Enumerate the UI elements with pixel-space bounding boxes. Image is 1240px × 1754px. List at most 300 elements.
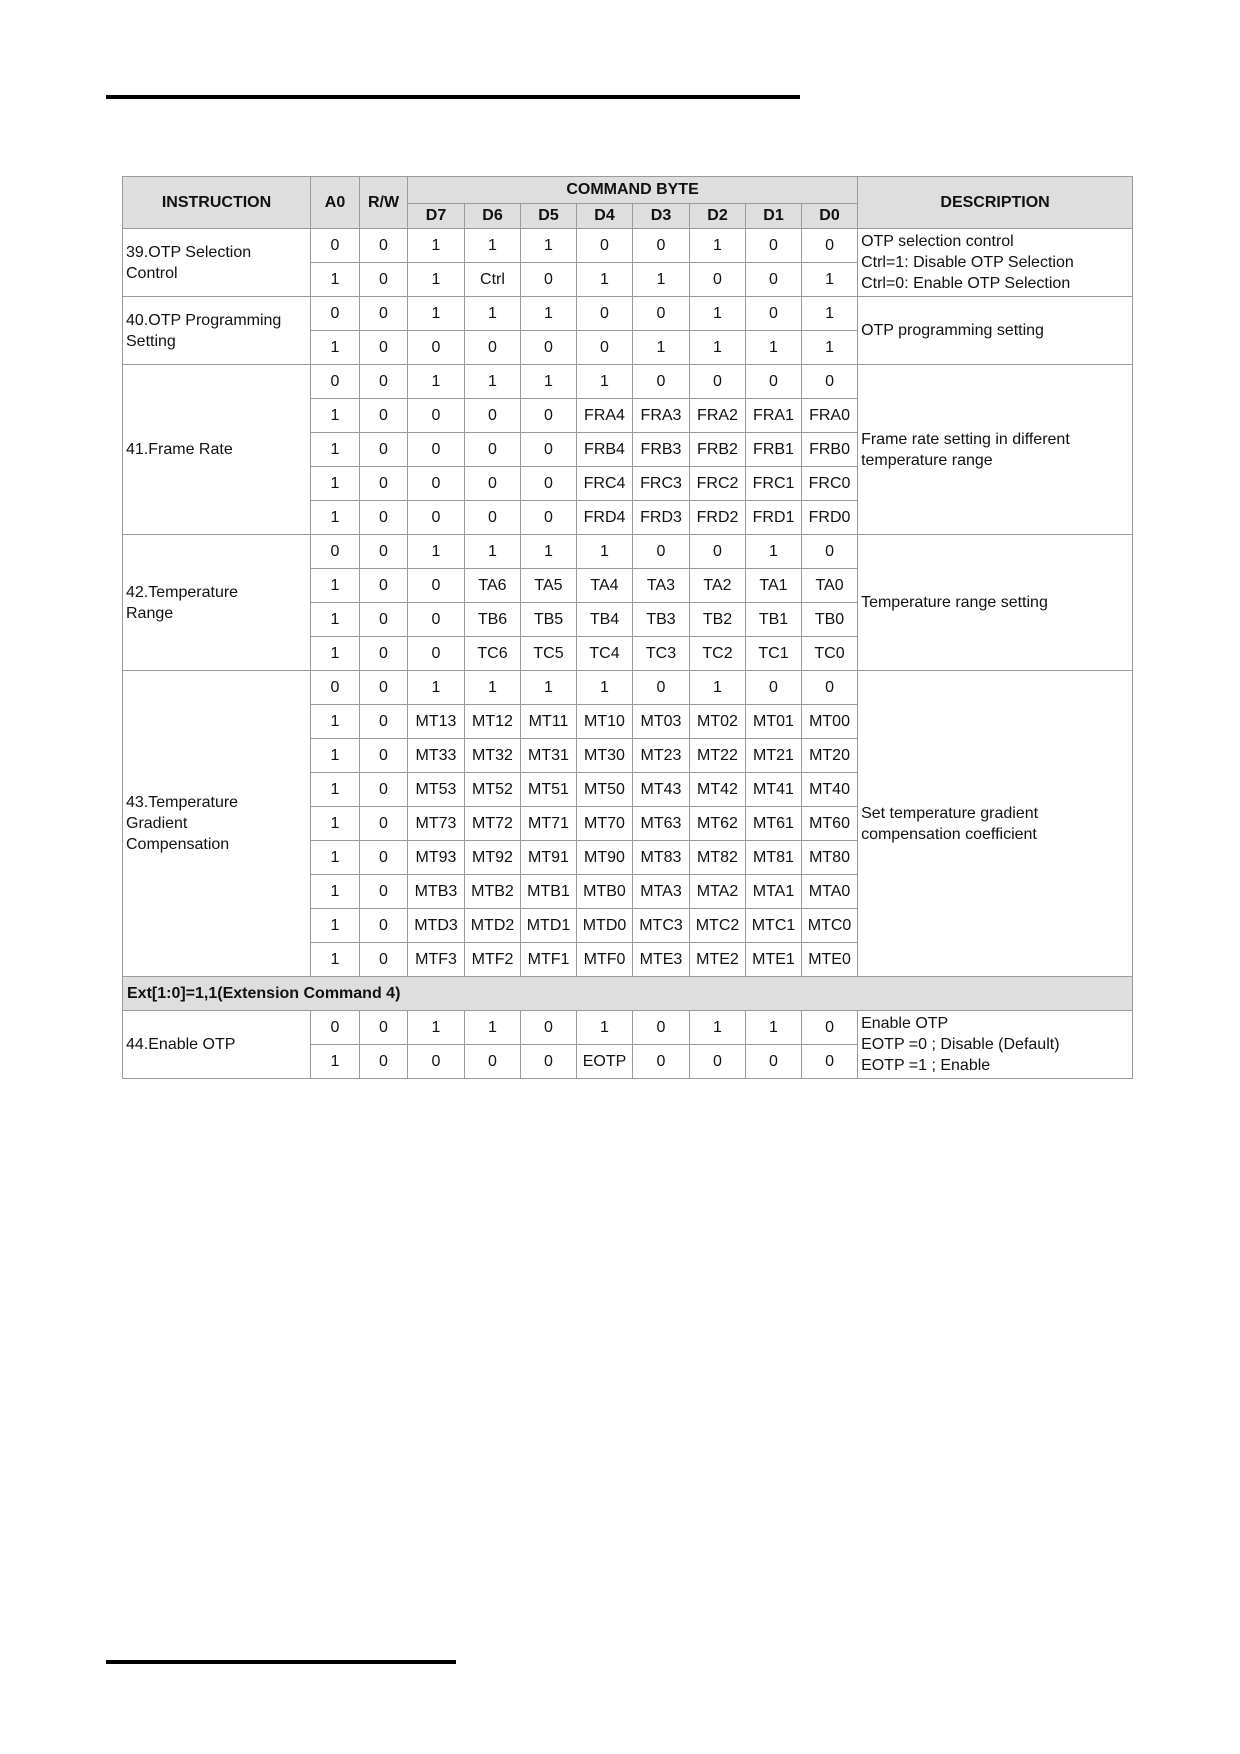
- bit-cell: MT61: [746, 807, 802, 841]
- instruction-cell: [123, 535, 311, 671]
- a0-cell: 1: [311, 637, 360, 671]
- bit-cell: 0: [521, 1045, 577, 1079]
- bit-cell: 0: [633, 297, 690, 331]
- bit-cell: MT13: [408, 705, 465, 739]
- bit-cell: FRC2: [690, 467, 746, 501]
- bit-header: D0: [802, 204, 858, 229]
- a0-cell: 1: [311, 501, 360, 535]
- bit-cell: FRB3: [633, 433, 690, 467]
- bit-cell: MT10: [577, 705, 633, 739]
- bit-cell: FRD0: [802, 501, 858, 535]
- description-line: Temperature range setting: [861, 594, 1048, 611]
- bit-header: D1: [746, 204, 802, 229]
- bit-cell: 1: [690, 331, 746, 365]
- bit-cell: 0: [408, 467, 465, 501]
- bit-cell: MTA1: [746, 875, 802, 909]
- a0-cell: 1: [311, 1045, 360, 1079]
- rw-cell: 0: [360, 875, 408, 909]
- bit-cell: MT70: [577, 807, 633, 841]
- bit-cell: 1: [802, 297, 858, 331]
- bit-cell: 1: [521, 365, 577, 399]
- bit-cell: 0: [465, 331, 521, 365]
- bit-cell: TA3: [633, 569, 690, 603]
- bit-cell: MT52: [465, 773, 521, 807]
- bit-cell: FRA2: [690, 399, 746, 433]
- description-line: Ctrl=1: Disable OTP Selection: [861, 254, 1074, 271]
- bit-cell: 0: [633, 535, 690, 569]
- bit-cell: Ctrl: [465, 263, 521, 297]
- bit-cell: 0: [802, 229, 858, 263]
- bit-cell: MT50: [577, 773, 633, 807]
- table-body: [123, 229, 1133, 1079]
- instruction-line: 40.OTP Programming: [126, 311, 282, 329]
- bit-cell: 1: [408, 263, 465, 297]
- bit-cell: MT90: [577, 841, 633, 875]
- bit-cell: 0: [408, 1045, 465, 1079]
- rw-cell: 0: [360, 331, 408, 365]
- bit-cell: MT32: [465, 739, 521, 773]
- bit-cell: MTC0: [802, 909, 858, 943]
- bit-cell: 1: [690, 671, 746, 705]
- rw-cell: 0: [360, 569, 408, 603]
- a0-cell: 1: [311, 841, 360, 875]
- bit-cell: MTF3: [408, 943, 465, 977]
- bit-cell: MT30: [577, 739, 633, 773]
- bit-header: D6: [465, 204, 521, 229]
- rw-cell: 0: [360, 297, 408, 331]
- bit-cell: 0: [465, 399, 521, 433]
- bit-cell: 0: [408, 399, 465, 433]
- instruction-line: 41.Frame Rate: [126, 441, 233, 458]
- bit-cell: TB5: [521, 603, 577, 637]
- bit-cell: MT11: [521, 705, 577, 739]
- bit-cell: 1: [465, 229, 521, 263]
- instruction-line: Compensation: [126, 836, 230, 853]
- a0-cell: 1: [311, 569, 360, 603]
- a0-cell: 1: [311, 433, 360, 467]
- bit-cell: FRA4: [577, 399, 633, 433]
- footer-rule: [106, 1660, 456, 1664]
- a0-cell: 1: [311, 331, 360, 365]
- bit-cell: MT83: [633, 841, 690, 875]
- description-line: compensation coefficient: [861, 825, 1037, 843]
- bit-cell: 0: [746, 229, 802, 263]
- bit-cell: 1: [521, 535, 577, 569]
- a0-cell: 0: [311, 671, 360, 705]
- rw-cell: 0: [360, 263, 408, 297]
- rw-cell: 0: [360, 1011, 408, 1045]
- description-line: OTP selection control: [861, 233, 1014, 250]
- bit-cell: MTC3: [633, 909, 690, 943]
- bit-cell: 1: [408, 297, 465, 331]
- bit-cell: 0: [521, 263, 577, 297]
- description-line: Ctrl=0: Enable OTP Selection: [861, 275, 1071, 292]
- bit-cell: 1: [746, 1011, 802, 1045]
- bit-cell: 1: [465, 297, 521, 331]
- bit-cell: MTF0: [577, 943, 633, 977]
- description-line: temperature range: [861, 451, 993, 469]
- bit-cell: MTB2: [465, 875, 521, 909]
- instruction-cell: [123, 297, 311, 365]
- bit-cell: 0: [690, 1045, 746, 1079]
- bit-cell: 0: [577, 297, 633, 331]
- rw-cell: 0: [360, 467, 408, 501]
- bit-cell: 1: [408, 1011, 465, 1045]
- a0-cell: 1: [311, 943, 360, 977]
- bit-cell: FRA3: [633, 399, 690, 433]
- bit-cell: FRD1: [746, 501, 802, 535]
- a0-cell: 0: [311, 1011, 360, 1045]
- command-byte-header: COMMAND BYTE: [408, 177, 858, 204]
- a0-cell: 1: [311, 739, 360, 773]
- bit-cell: FRA0: [802, 399, 858, 433]
- bit-cell: MT42: [690, 773, 746, 807]
- bit-cell: 1: [465, 1011, 521, 1045]
- bit-cell: TB1: [746, 603, 802, 637]
- bit-header: D4: [577, 204, 633, 229]
- rw-cell: 0: [360, 705, 408, 739]
- bit-header: D7: [408, 204, 465, 229]
- bit-cell: 1: [577, 535, 633, 569]
- bit-cell: 0: [465, 501, 521, 535]
- bit-cell: 0: [802, 671, 858, 705]
- a0-header: A0: [311, 177, 360, 229]
- section-label: Ext[1:0]=1,1(Extension Command 4): [123, 977, 1133, 1011]
- instruction-cell: [123, 229, 311, 297]
- bit-cell: TB6: [465, 603, 521, 637]
- bit-cell: MTE0: [802, 943, 858, 977]
- bit-cell: 1: [521, 229, 577, 263]
- bit-cell: MT53: [408, 773, 465, 807]
- bit-cell: 1: [690, 1011, 746, 1045]
- bit-cell: 1: [577, 671, 633, 705]
- bit-cell: 0: [521, 501, 577, 535]
- bit-cell: TC4: [577, 637, 633, 671]
- rw-cell: 0: [360, 603, 408, 637]
- bit-cell: MT62: [690, 807, 746, 841]
- bit-cell: 0: [633, 671, 690, 705]
- bit-cell: MT82: [690, 841, 746, 875]
- bit-header: D2: [690, 204, 746, 229]
- bit-cell: MT73: [408, 807, 465, 841]
- description-cell: [858, 1011, 1133, 1079]
- bit-cell: TC0: [802, 637, 858, 671]
- rw-cell: 0: [360, 535, 408, 569]
- bit-cell: 1: [408, 365, 465, 399]
- bit-cell: MT43: [633, 773, 690, 807]
- bit-cell: MTD0: [577, 909, 633, 943]
- description-cell: [858, 671, 1133, 977]
- bit-cell: TA1: [746, 569, 802, 603]
- table-row: [123, 1011, 1133, 1045]
- bit-cell: MTD3: [408, 909, 465, 943]
- description-line: Set temperature gradient: [861, 804, 1039, 822]
- bit-cell: 0: [521, 399, 577, 433]
- rw-cell: 0: [360, 841, 408, 875]
- bit-cell: MT22: [690, 739, 746, 773]
- description-header: DESCRIPTION: [858, 177, 1133, 229]
- description-cell: [858, 229, 1133, 297]
- bit-cell: 0: [802, 535, 858, 569]
- table-row: [123, 365, 1133, 399]
- bit-cell: TA4: [577, 569, 633, 603]
- rw-cell: 0: [360, 1045, 408, 1079]
- a0-cell: 1: [311, 467, 360, 501]
- bit-cell: 0: [746, 671, 802, 705]
- bit-cell: MT72: [465, 807, 521, 841]
- bit-cell: 1: [577, 365, 633, 399]
- bit-cell: 0: [408, 501, 465, 535]
- bit-cell: 0: [746, 1045, 802, 1079]
- bit-cell: MT20: [802, 739, 858, 773]
- instruction-line: 43.Temperature: [126, 794, 239, 811]
- bit-cell: 0: [408, 603, 465, 637]
- bit-cell: MT93: [408, 841, 465, 875]
- bit-cell: MT80: [802, 841, 858, 875]
- bit-cell: 1: [690, 297, 746, 331]
- a0-cell: 0: [311, 535, 360, 569]
- bit-cell: MTB3: [408, 875, 465, 909]
- bit-cell: 0: [746, 365, 802, 399]
- bit-cell: 0: [465, 433, 521, 467]
- instruction-line: Control: [126, 264, 178, 282]
- bit-cell: MT31: [521, 739, 577, 773]
- instruction-line: Gradient: [126, 815, 188, 832]
- bit-cell: MT71: [521, 807, 577, 841]
- rw-cell: 0: [360, 909, 408, 943]
- instruction-header: INSTRUCTION: [123, 177, 311, 229]
- bit-cell: TB4: [577, 603, 633, 637]
- bit-cell: 1: [465, 671, 521, 705]
- bit-cell: MT01: [746, 705, 802, 739]
- bit-cell: MT40: [802, 773, 858, 807]
- bit-cell: 0: [465, 467, 521, 501]
- bit-cell: FRC1: [746, 467, 802, 501]
- bit-cell: TB3: [633, 603, 690, 637]
- bit-cell: 1: [633, 331, 690, 365]
- bit-cell: MT63: [633, 807, 690, 841]
- bit-cell: MT91: [521, 841, 577, 875]
- bit-cell: 1: [408, 229, 465, 263]
- bit-cell: 0: [802, 1045, 858, 1079]
- header-row: [123, 177, 1133, 204]
- bit-cell: 1: [633, 263, 690, 297]
- bit-cell: MT00: [802, 705, 858, 739]
- bit-cell: MTC2: [690, 909, 746, 943]
- bit-cell: 0: [577, 229, 633, 263]
- bit-cell: 0: [521, 467, 577, 501]
- bit-cell: MTE2: [690, 943, 746, 977]
- table-row: [123, 535, 1133, 569]
- bit-cell: 1: [465, 535, 521, 569]
- description-cell: [858, 365, 1133, 535]
- bit-cell: FRB1: [746, 433, 802, 467]
- bit-cell: TA0: [802, 569, 858, 603]
- a0-cell: 0: [311, 297, 360, 331]
- rw-cell: 0: [360, 773, 408, 807]
- bit-cell: MTF1: [521, 943, 577, 977]
- bit-cell: MT02: [690, 705, 746, 739]
- rw-cell: 0: [360, 433, 408, 467]
- bit-cell: 1: [746, 331, 802, 365]
- bit-cell: FRD4: [577, 501, 633, 535]
- bit-cell: 1: [577, 1011, 633, 1045]
- description-line: Enable OTP: [861, 1015, 949, 1032]
- bit-cell: MTD2: [465, 909, 521, 943]
- description-line: Frame rate setting in different: [861, 430, 1070, 448]
- bit-cell: FRC3: [633, 467, 690, 501]
- description-line: OTP programming setting: [861, 322, 1044, 339]
- table-row: [123, 229, 1133, 263]
- bit-cell: 1: [408, 671, 465, 705]
- bit-cell: 1: [408, 535, 465, 569]
- bit-cell: 1: [802, 263, 858, 297]
- instruction-cell: [123, 1011, 311, 1079]
- bit-cell: 0: [802, 1011, 858, 1045]
- a0-cell: 1: [311, 875, 360, 909]
- bit-cell: FRC4: [577, 467, 633, 501]
- rw-cell: 0: [360, 637, 408, 671]
- instruction-line: 44.Enable OTP: [126, 1036, 236, 1053]
- bit-cell: MTE3: [633, 943, 690, 977]
- rw-cell: 0: [360, 399, 408, 433]
- bit-cell: MTA3: [633, 875, 690, 909]
- bit-cell: 0: [690, 365, 746, 399]
- bit-cell: MT21: [746, 739, 802, 773]
- bit-cell: MTA0: [802, 875, 858, 909]
- bit-cell: MTF2: [465, 943, 521, 977]
- rw-cell: 0: [360, 739, 408, 773]
- bit-cell: FRB2: [690, 433, 746, 467]
- bit-cell: FRD2: [690, 501, 746, 535]
- bit-cell: MTA2: [690, 875, 746, 909]
- rw-cell: 0: [360, 365, 408, 399]
- bit-cell: MTC1: [746, 909, 802, 943]
- bit-cell: TA6: [465, 569, 521, 603]
- instruction-cell: [123, 671, 311, 977]
- a0-cell: 1: [311, 263, 360, 297]
- description-cell: [858, 297, 1133, 365]
- bit-cell: FRB0: [802, 433, 858, 467]
- bit-cell: 0: [521, 331, 577, 365]
- bit-cell: TC5: [521, 637, 577, 671]
- bit-cell: MT23: [633, 739, 690, 773]
- bit-cell: FRC0: [802, 467, 858, 501]
- bit-cell: EOTP: [577, 1045, 633, 1079]
- a0-cell: 1: [311, 807, 360, 841]
- rw-cell: 0: [360, 229, 408, 263]
- section-row: [123, 977, 1133, 1011]
- bit-cell: 0: [633, 1011, 690, 1045]
- bit-cell: MTB0: [577, 875, 633, 909]
- bit-cell: MT12: [465, 705, 521, 739]
- bit-header: D3: [633, 204, 690, 229]
- bit-cell: TC2: [690, 637, 746, 671]
- bit-cell: MT81: [746, 841, 802, 875]
- description-line: EOTP =1 ; Enable: [861, 1057, 991, 1074]
- bit-cell: 1: [802, 331, 858, 365]
- instruction-line: 39.OTP Selection: [126, 243, 252, 261]
- bit-cell: TB2: [690, 603, 746, 637]
- command-table: [122, 176, 1133, 1079]
- bit-cell: 0: [521, 433, 577, 467]
- bit-cell: MT41: [746, 773, 802, 807]
- bit-cell: TB0: [802, 603, 858, 637]
- table-row: [123, 671, 1133, 705]
- rw-cell: 0: [360, 501, 408, 535]
- bit-header: D5: [521, 204, 577, 229]
- bit-cell: 1: [577, 263, 633, 297]
- a0-cell: 1: [311, 399, 360, 433]
- a0-cell: 1: [311, 705, 360, 739]
- bit-cell: FRD3: [633, 501, 690, 535]
- bit-cell: 0: [802, 365, 858, 399]
- bit-cell: MT92: [465, 841, 521, 875]
- bit-cell: 0: [690, 535, 746, 569]
- a0-cell: 1: [311, 773, 360, 807]
- bit-cell: 1: [690, 229, 746, 263]
- bit-cell: 0: [408, 637, 465, 671]
- bit-cell: 0: [521, 1011, 577, 1045]
- table-row: [123, 297, 1133, 331]
- bit-cell: 0: [633, 1045, 690, 1079]
- instruction-line: Setting: [126, 332, 176, 350]
- bit-cell: TC6: [465, 637, 521, 671]
- bit-cell: 0: [408, 331, 465, 365]
- bit-cell: 0: [633, 229, 690, 263]
- bit-cell: 1: [746, 535, 802, 569]
- rw-cell: 0: [360, 671, 408, 705]
- a0-cell: 0: [311, 365, 360, 399]
- bit-cell: FRA1: [746, 399, 802, 433]
- bit-cell: MT60: [802, 807, 858, 841]
- bit-cell: 0: [577, 331, 633, 365]
- bit-cell: 0: [465, 1045, 521, 1079]
- a0-cell: 0: [311, 229, 360, 263]
- instruction-cell: [123, 365, 311, 535]
- bit-cell: 0: [690, 263, 746, 297]
- rw-cell: 0: [360, 807, 408, 841]
- bit-cell: 0: [408, 569, 465, 603]
- instruction-line: 42.Temperature: [126, 583, 239, 601]
- bit-cell: MT33: [408, 739, 465, 773]
- bit-cell: MT51: [521, 773, 577, 807]
- header-rule: [106, 95, 800, 99]
- bit-cell: 1: [521, 671, 577, 705]
- bit-cell: 1: [521, 297, 577, 331]
- bit-cell: 0: [746, 263, 802, 297]
- bit-cell: 0: [633, 365, 690, 399]
- instruction-line: Range: [126, 604, 174, 622]
- bit-cell: FRB4: [577, 433, 633, 467]
- rw-cell: 0: [360, 943, 408, 977]
- bit-cell: MTD1: [521, 909, 577, 943]
- bit-cell: 1: [465, 365, 521, 399]
- description-line: EOTP =0 ; Disable (Default): [861, 1036, 1060, 1053]
- bit-cell: 0: [408, 433, 465, 467]
- a0-cell: 1: [311, 909, 360, 943]
- bit-cell: MTB1: [521, 875, 577, 909]
- a0-cell: 1: [311, 603, 360, 637]
- rw-header: R/W: [360, 177, 408, 229]
- bit-cell: TA2: [690, 569, 746, 603]
- bit-cell: TC1: [746, 637, 802, 671]
- bit-cell: TC3: [633, 637, 690, 671]
- bit-cell: MTE1: [746, 943, 802, 977]
- bit-cell: 0: [746, 297, 802, 331]
- description-cell: [858, 535, 1133, 671]
- bit-cell: TA5: [521, 569, 577, 603]
